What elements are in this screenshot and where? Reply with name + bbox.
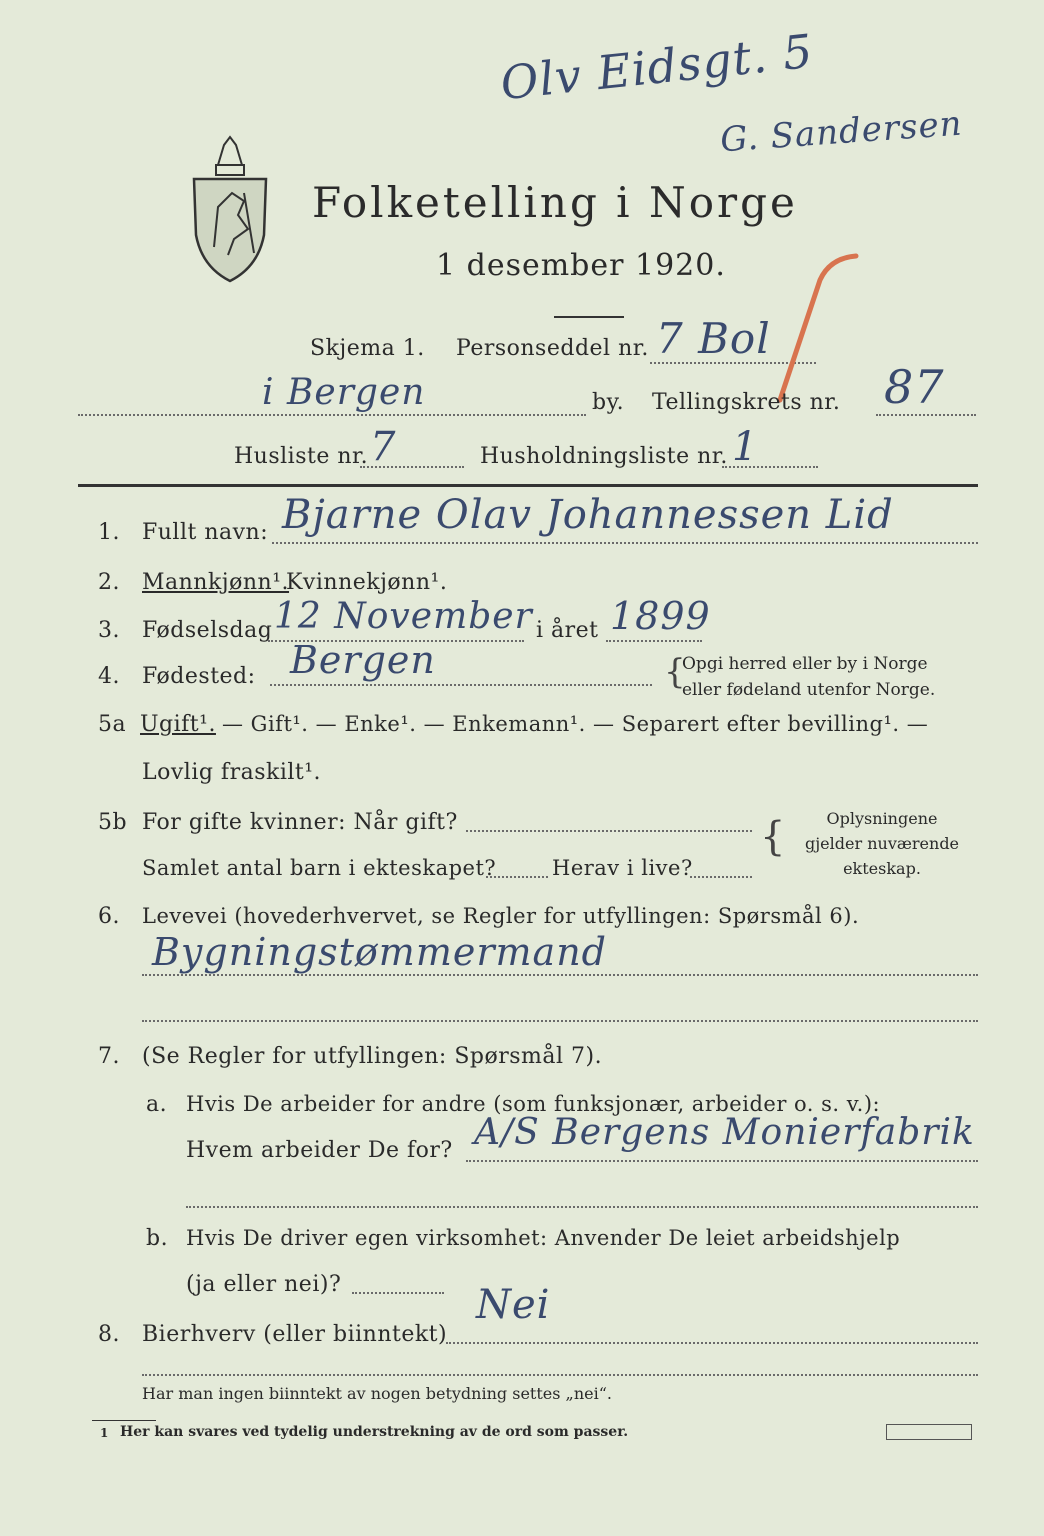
- q6-number: 6.: [98, 904, 120, 929]
- handwritten-address: Olv Eidsgt. 5: [498, 23, 816, 111]
- personseddel-number: 7 Bol: [656, 314, 771, 363]
- q1-label: Fullt navn:: [142, 520, 269, 545]
- q4-note-line2: eller fødeland utenfor Norge.: [682, 680, 936, 700]
- bottom-note: Har man ingen biinntekt av nogen betydning settes „nei“.: [142, 1384, 612, 1403]
- q7-label: (Se Regler for utfyllingen: Spørsmål 7).: [142, 1044, 603, 1069]
- q7-number: 7.: [98, 1044, 120, 1069]
- q5a-line2: Lovlig fraskilt¹.: [142, 760, 322, 785]
- q7a-letter: a.: [146, 1092, 168, 1117]
- title-divider: [554, 316, 624, 318]
- q8-number: 8.: [98, 1322, 120, 1347]
- footnote-number: 1: [100, 1426, 109, 1440]
- q2-female-option: Kvinnekjønn¹.: [286, 570, 448, 595]
- footnote-rule: [92, 1420, 156, 1421]
- q5b-note-line3: ekteskap.: [843, 859, 921, 878]
- q5b-when-married: For gifte kvinner: Når gift?: [142, 810, 458, 835]
- birth-year-handwritten: 1899: [610, 594, 711, 638]
- q7b-letter: b.: [146, 1226, 169, 1251]
- q3-year-label: i året: [536, 618, 599, 643]
- side-income-handwritten: Nei: [476, 1282, 551, 1328]
- q5a-options: — Gift¹. — Enke¹. — Enkemann¹. — Separert efter bevilling¹. —: [222, 712, 929, 736]
- q5b-number: 5b: [98, 810, 128, 835]
- q5b-note-line1: Oplysningene: [826, 809, 938, 828]
- q1-number: 1.: [98, 520, 120, 545]
- q7b-yes-no-label: (ja eller nei)?: [186, 1272, 342, 1297]
- q5a-number: 5a: [98, 712, 127, 737]
- occupation-handwritten: Bygningstømmermand: [152, 930, 607, 974]
- q7b-question: Hvis De driver egen virksomhet: Anvender De leiet arbeidshjelp: [186, 1226, 901, 1250]
- husholdningsliste-label: Husholdningsliste nr.: [480, 444, 728, 469]
- tellingskrets-number: 87: [884, 360, 945, 414]
- husliste-number: 7: [370, 424, 397, 470]
- q4-note-brace: {: [664, 652, 686, 692]
- q2-number: 2.: [98, 570, 120, 595]
- q4-number: 4.: [98, 664, 120, 689]
- city-handwritten: i Bergen: [262, 372, 426, 413]
- employer-handwritten: A/S Bergens Monierfabrik: [474, 1112, 975, 1153]
- q5b-children-total: Samlet antal barn i ekteskapet?: [142, 856, 497, 880]
- q3-number: 3.: [98, 618, 120, 643]
- q8-label: Bierhverv (eller biinntekt): [142, 1322, 448, 1347]
- q5b-note-brace: {: [760, 814, 786, 860]
- census-date: 1 desember 1920.: [436, 248, 726, 283]
- q7a-employer-label: Hvem arbeider De for?: [186, 1138, 453, 1163]
- personseddel-label: Personseddel nr.: [456, 336, 649, 361]
- birth-date-handwritten: 12 November: [274, 596, 533, 637]
- q5b-note: [782, 806, 982, 881]
- handwritten-enumerator: G. Sandersen: [718, 103, 964, 161]
- q2-male-option-underlined: Mannkjønn¹.: [142, 570, 290, 595]
- footnote-text: Her kan svares ved tydelig understrekning av de ord som passer.: [120, 1424, 629, 1440]
- red-pencil-mark: [760, 250, 870, 410]
- q4-label: Fødested:: [142, 664, 256, 689]
- form-title: Folketelling i Norge: [312, 178, 798, 227]
- by-label: by.: [592, 390, 625, 415]
- schema-label: Skjema 1.: [310, 336, 425, 361]
- q5b-note-line2: gjelder nuværende: [804, 834, 960, 853]
- q7a-question: Hvis De arbeider for andre (som funksjonær, arbeider o. s. v.):: [186, 1092, 881, 1116]
- birthplace-handwritten: Bergen: [290, 638, 436, 682]
- coat-of-arms-emblem: [188, 135, 272, 285]
- printer-stamp: [886, 1424, 972, 1440]
- header-rule: [78, 484, 978, 487]
- tellingskrets-label: Tellingskrets nr.: [652, 390, 841, 415]
- q5a-ugift-underlined: Ugift¹.: [140, 712, 216, 737]
- q3-label: Fødselsdag: [142, 618, 273, 643]
- husholdningsliste-number: 1: [732, 424, 759, 470]
- husliste-label: Husliste nr.: [234, 444, 369, 469]
- q5b-children-alive: Herav i live?: [552, 856, 693, 880]
- full-name-handwritten: Bjarne Olav Johannessen Lid: [282, 492, 894, 538]
- q4-note-line1: Opgi herred eller by i Norge: [682, 654, 928, 674]
- q6-label: Levevei (hovederhvervet, se Regler for utfyllingen: Spørsmål 6).: [142, 904, 860, 928]
